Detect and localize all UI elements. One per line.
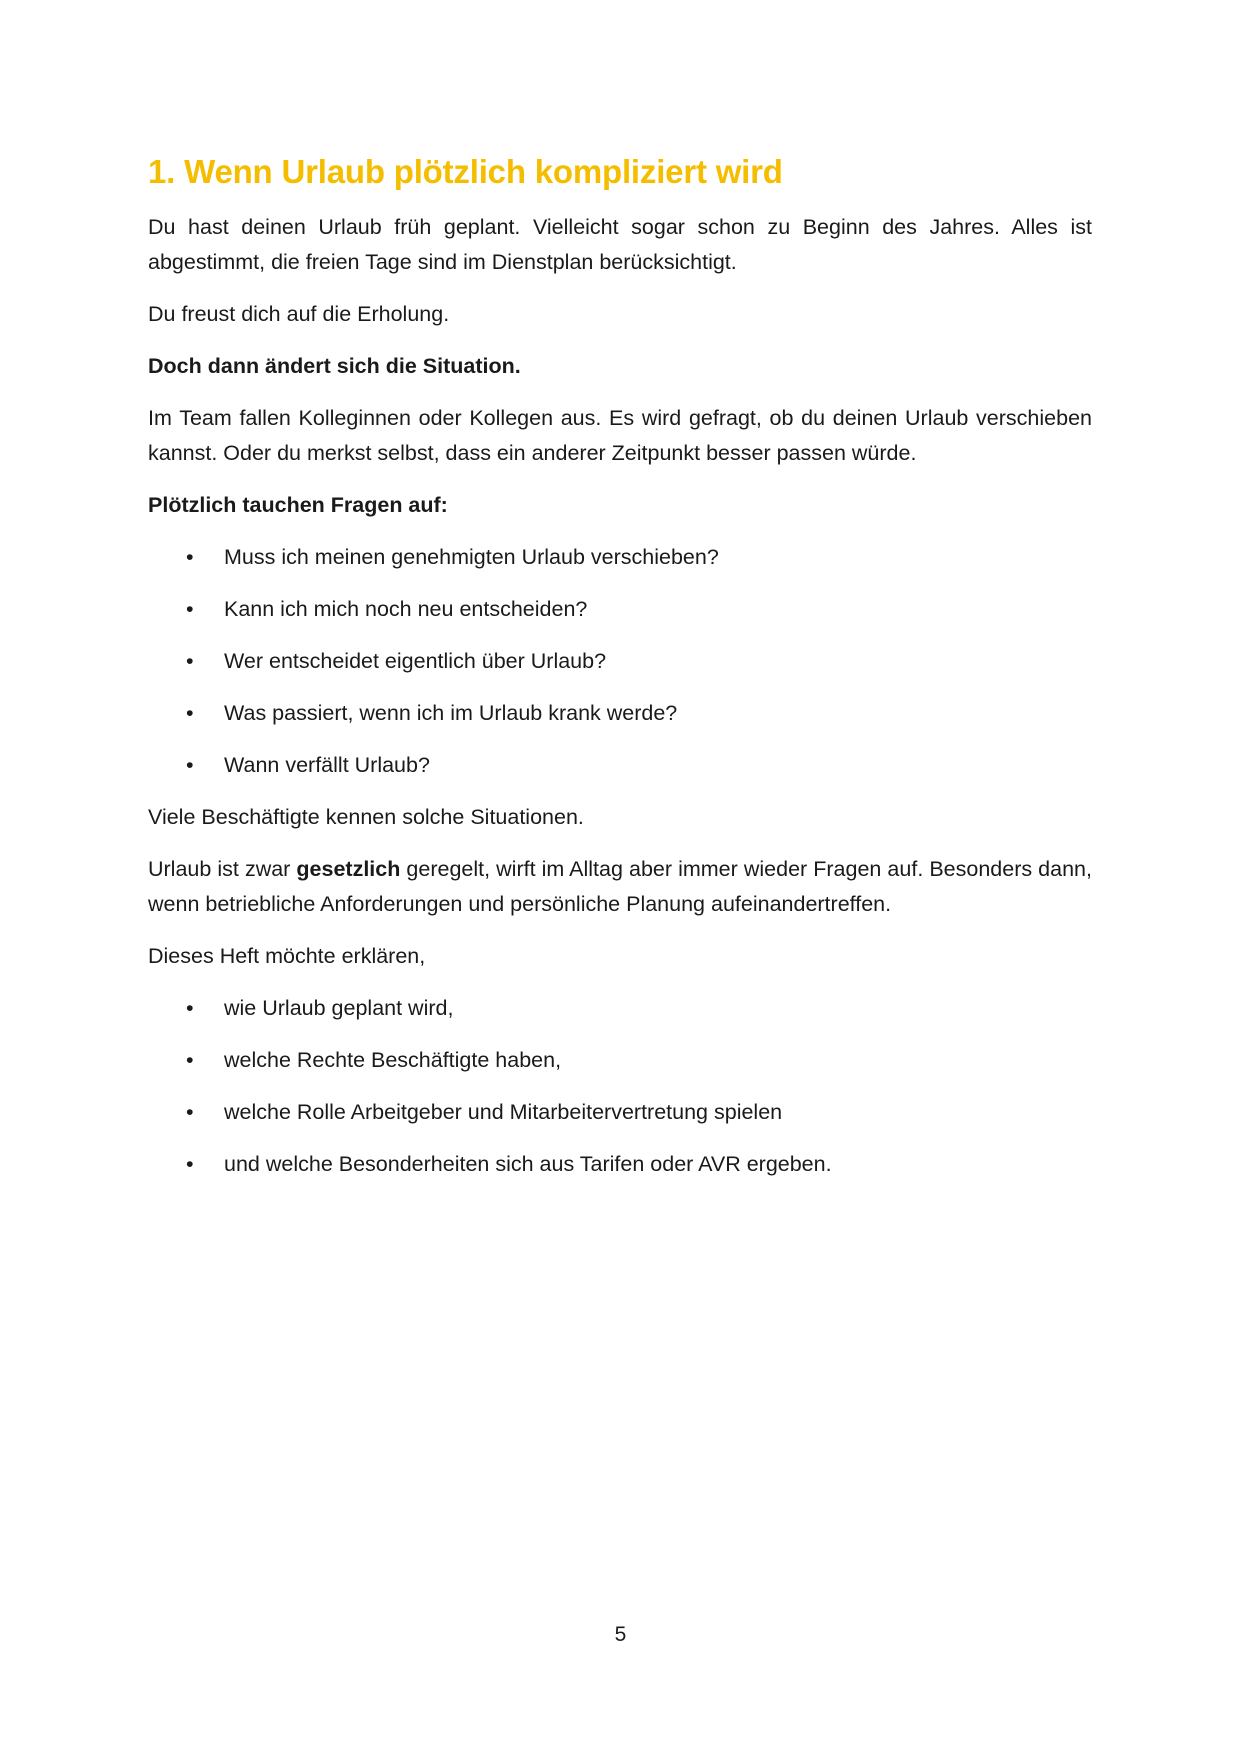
document-page: [148, 150, 1092, 1199]
list-item: [148, 592, 1092, 627]
list-item: [148, 748, 1092, 783]
list-item: [148, 1095, 1092, 1130]
bullet-icon: •: [186, 753, 194, 777]
list-item-text: welche Rolle Arbeitgeber und Mitarbeitervertretung spielen: [224, 1100, 783, 1124]
list-item: [148, 696, 1092, 731]
bullet-icon: •: [186, 649, 194, 673]
questions-list: [148, 540, 1092, 783]
list-item: [148, 644, 1092, 679]
list-item: [148, 991, 1092, 1026]
list-item-text: Wann verfällt Urlaub?: [224, 753, 430, 777]
intro-paragraph: Du hast deinen Urlaub früh geplant. Vielleicht sogar schon zu Beginn des Jahres. Alles ist abgestimmt, die freien Tage sind im Dienstplan berücksichtigt.: [148, 215, 1092, 274]
list-item-text: Wer entscheidet eigentlich über Urlaub?: [224, 649, 607, 673]
bullet-icon: •: [186, 996, 194, 1020]
bullet-icon: •: [186, 1152, 194, 1176]
legal-context-bold-term: gesetzlich: [296, 857, 401, 881]
list-item: [148, 1147, 1092, 1182]
list-item-text: und welche Besonderheiten sich aus Tarifen oder AVR ergeben.: [224, 1152, 832, 1176]
list-item-text: wie Urlaub geplant wird,: [224, 996, 454, 1020]
list-item: [148, 540, 1092, 575]
list-item-text: Was passiert, wenn ich im Urlaub krank werde?: [224, 701, 678, 725]
section-heading: 1. Wenn Urlaub plötzlich kompliziert wird: [148, 153, 783, 190]
booklet-purpose-paragraph: Dieses Heft möchte erklären,: [148, 944, 426, 968]
legal-context-text-end: geregelt, wirft im Alltag aber immer wieder Fragen auf. Besonders dann, wenn betriebliche Anforderungen und persönliche Planung aufeinandertreffen.: [148, 857, 1092, 916]
questions-intro-paragraph: Plötzlich tauchen Fragen auf:: [148, 493, 448, 517]
bullet-icon: •: [186, 1100, 194, 1124]
situation-change-paragraph: Doch dann ändert sich die Situation.: [148, 354, 521, 378]
page-number: 5: [614, 1623, 627, 1646]
bullet-icon: •: [186, 1048, 194, 1072]
list-item-text: Muss ich meinen genehmigten Urlaub verschieben?: [224, 545, 719, 569]
legal-context-text-start: Urlaub ist zwar: [148, 857, 297, 881]
goals-list: [148, 991, 1092, 1182]
common-situations-paragraph: Viele Beschäftigte kennen solche Situationen.: [148, 805, 584, 829]
list-item: [148, 1043, 1092, 1078]
list-item-text: Kann ich mich noch neu entscheiden?: [224, 597, 588, 621]
legal-context-paragraph: [148, 852, 1092, 922]
anticipation-paragraph: Du freust dich auf die Erholung.: [148, 302, 450, 326]
list-item-text: welche Rechte Beschäftigte haben,: [224, 1048, 562, 1072]
team-absence-paragraph: Im Team fallen Kolleginnen oder Kollegen aus. Es wird gefragt, ob du deinen Urlaub verschieben kannst. Oder du merkst selbst, dass ein anderer Zeitpunkt besser passen würde.: [148, 406, 1092, 465]
bullet-icon: •: [186, 545, 194, 569]
bullet-icon: •: [186, 701, 194, 725]
bullet-icon: •: [186, 597, 194, 621]
